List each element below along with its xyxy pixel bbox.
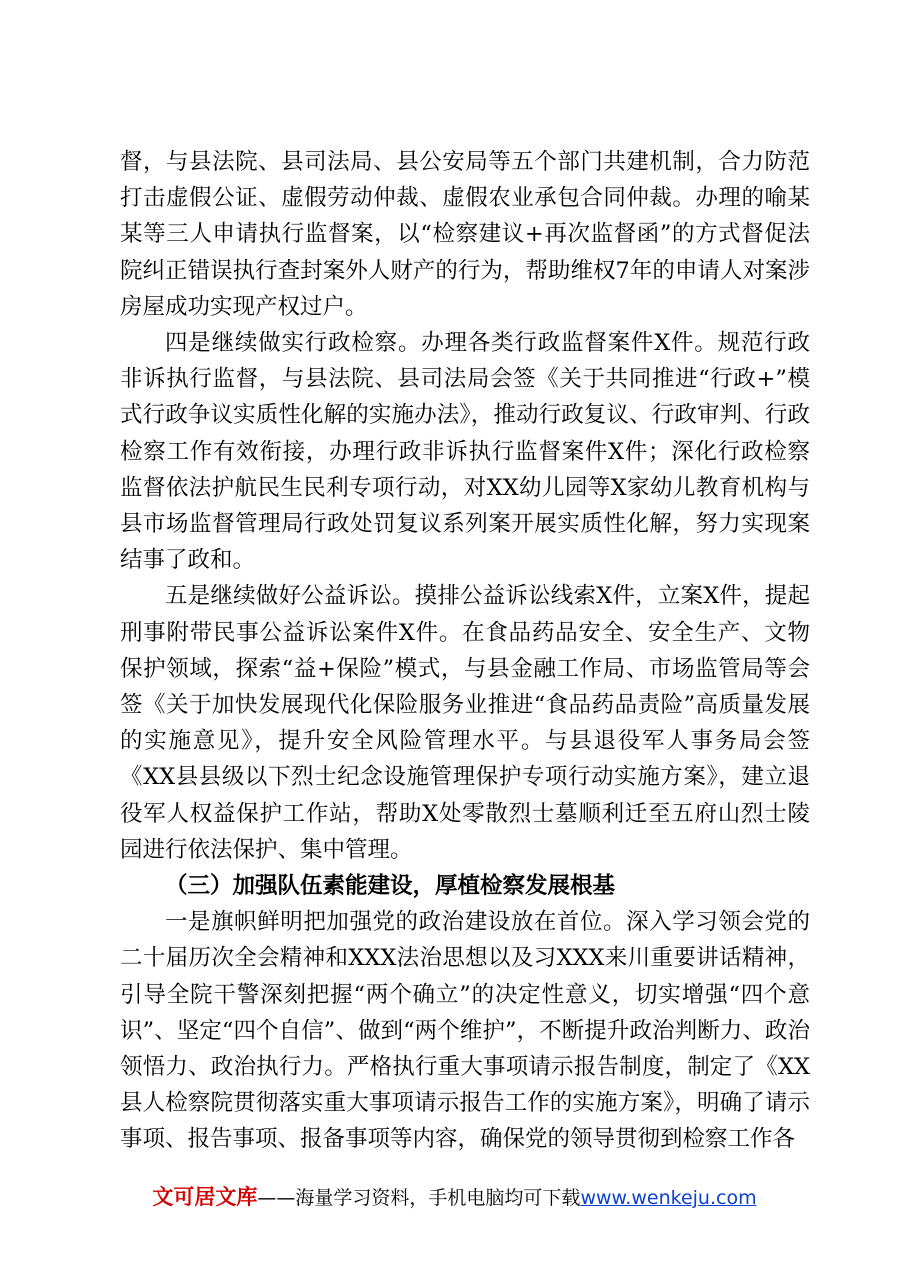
section-heading: （三）加强队伍素能建设，厚植检察发展根基 (165, 873, 616, 900)
footer-url-link[interactable]: www.wenkeju.com (580, 1187, 757, 1209)
paragraph-2: 四是继续做实行政检察。办理各类行政监督案件X件。规范行政非诉执行监督，与县法院、县司法局会签《关于共同推进“行政+”模式行政争议实质性化解的实施办法》，推动行政复议、行政审判、行政检察工作有效衔接，办理行政非诉执行监督案件X件；深化行政检察监督依法护航民生民利专项行动，对XX幼儿园等X家幼儿教育机构与县市场监督管理局行政处罚复议系列案开展实质性化解，努力实现案结事了政和。 (120, 330, 810, 574)
footer-tagline: ——海量学习资料，手机电脑均可下载 (257, 1187, 581, 1209)
document-page (120, 144, 810, 1158)
footer-brand: 文可居文库 (152, 1185, 258, 1209)
paragraph-1: 督，与县法院、县司法局、县公安局等五个部门共建机制，合力防范打击虚假公证、虚假劳动仲裁、虚假农业承包合同仲裁。办理的喻某某等三人申请执行监督案，以“检察建议+再次监督函”的方式督促法院纠正错误执行查封案外人财产的行为，帮助维权7年的申请人对案涉房屋成功实现产权过户。 (120, 149, 810, 320)
paragraph-4: 一是旗帜鲜明把加强党的政治建设放在首位。深入学习领会党的二十届历次全会精神和XXX法治思想以及习XXX来川重要讲话精神，引导全院干警深刻把握“两个确立”的决定性意义，切实增强“四个意识”、坚定“四个自信”、做到“两个维护”，不断提升政治判断力、政治领悟力、政治执行力。严格执行重大事项请示报告制度，制定了《XX县人检察院贯彻落实重大事项请示报告工作的实施方案》，明确了请示事项、报告事项、报备事项等内容，确保党的领导贯彻到检察工作各 (120, 909, 810, 1153)
footer-banner (0, 1181, 909, 1211)
paragraph-3: 五是继续做好公益诉讼。摸排公益诉讼线索X件，立案X件，提起刑事附带民事公益诉讼案件X件。在食品药品安全、安全生产、文物保护领域，探索“益+保险”模式，与县金融工作局、市场监管局等会签《关于加快发展现代化保险服务业推进“食品药品责险”高质量发展的实施意见》，提升安全风险管理水平。与县退役军人事务局会签《XX县县级以下烈士纪念设施管理保护专项行动实施方案》，建立退役军人权益保护工作站，帮助X处零散烈士墓顺利迁至五府山烈士陵园进行依法保护、集中管理。 (120, 583, 810, 863)
